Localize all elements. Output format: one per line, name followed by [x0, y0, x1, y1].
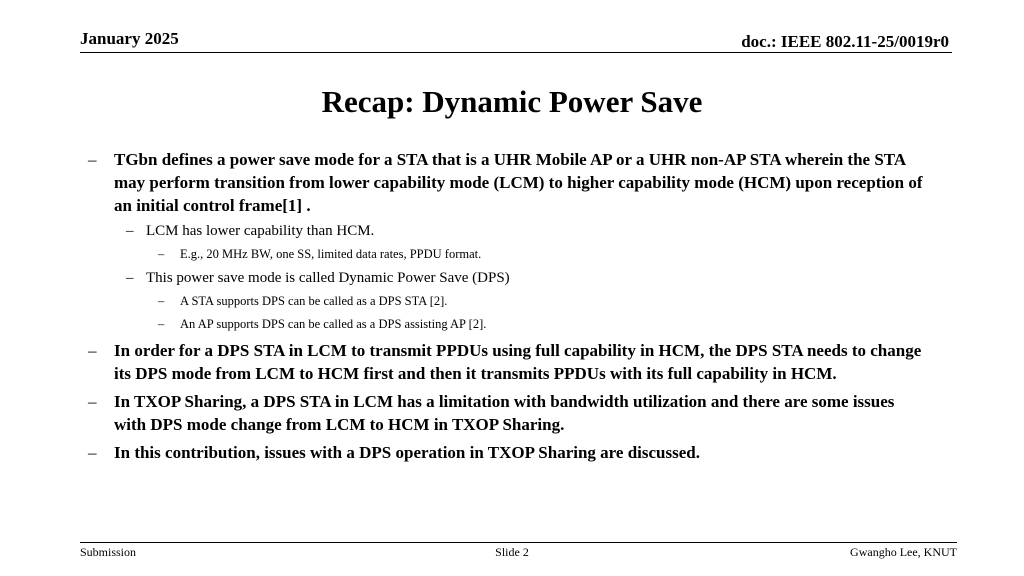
bullet-dash: – [126, 270, 134, 286]
bullet-dash: – [158, 317, 165, 331]
bullet-item [88, 148, 928, 217]
footer-author: Gwangho Lee, KNUT [850, 545, 957, 559]
bullet-text: In this contribution, issues with a DPS operation in TXOP Sharing are discussed. [114, 443, 700, 462]
bullet-dash: – [88, 443, 97, 462]
sub-sub-bullet-item [158, 293, 928, 309]
bullet-item [88, 339, 928, 385]
bullet-dash: – [126, 223, 134, 239]
bullet-text: TGbn defines a power save mode for a STA that is a UHR Mobile AP or a UHR non-AP STA wherein the STA may perform transition from lower capability mode (LCM) to higher capability mode (HCM) upon reception of an initial control frame[1] . [114, 150, 923, 215]
sub-sub-bullet-text: An AP supports DPS can be called as a DPS assisting AP [2]. [180, 317, 487, 331]
bullet-dash: – [158, 247, 165, 261]
header-divider [80, 52, 952, 53]
bullet-dash: – [88, 392, 97, 411]
bullet-text: In TXOP Sharing, a DPS STA in LCM has a limitation with bandwidth utilization and there are some issues with DPS mode change from LCM to HCM in TXOP Sharing. [114, 392, 895, 434]
footer-slide-number: Slide 2 [495, 545, 529, 559]
header-date: January 2025 [80, 29, 179, 48]
slide-body [88, 148, 928, 469]
bullet-dash: – [88, 341, 97, 360]
bullet-item [88, 390, 928, 436]
sub-bullet-item [126, 269, 928, 287]
footer-divider [80, 542, 957, 543]
sub-bullet-item [126, 222, 928, 240]
bullet-text: In order for a DPS STA in LCM to transmit PPDUs using full capability in HCM, the DPS STA needs to change its DPS mode from LCM to HCM first and then it transmits PPDUs with its full capability in HCM. [114, 341, 922, 383]
sub-bullet-text: This power save mode is called Dynamic Power Save (DPS) [146, 270, 510, 286]
sub-sub-bullet-item [158, 246, 928, 262]
footer-submission: Submission [80, 545, 137, 559]
header-doc-id: doc.: IEEE 802.11-25/0019r0 [741, 32, 949, 51]
sub-bullet-text: LCM has lower capability than HCM. [146, 223, 375, 239]
slide-title: Recap: Dynamic Power Save [321, 84, 703, 119]
bullet-dash: – [158, 294, 165, 308]
sub-sub-bullet-item [158, 316, 928, 332]
sub-sub-bullet-text: E.g., 20 MHz BW, one SS, limited data rates, PPDU format. [180, 247, 482, 261]
bullet-dash: – [88, 150, 97, 169]
sub-sub-bullet-text: A STA supports DPS can be called as a DPS STA [2]. [180, 294, 448, 308]
bullet-item [88, 441, 928, 464]
